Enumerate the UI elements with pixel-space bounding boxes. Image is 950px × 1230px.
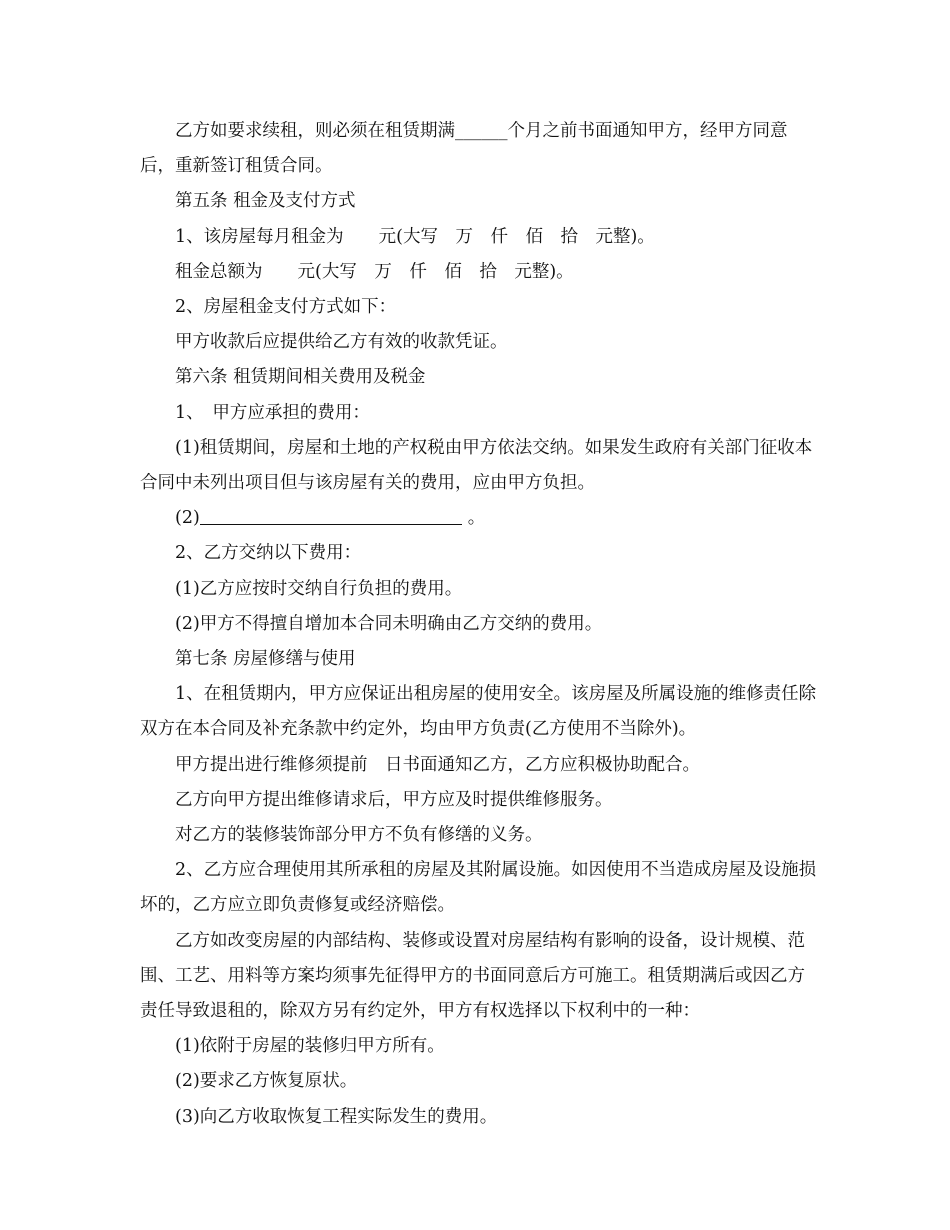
fill-in-blank-line	[200, 507, 462, 526]
paragraph-renewal: 乙方如要求续租，则必须在租赁期满______个月之前书面通知甲方，经甲方同意后，重新签订租赁合同。	[140, 121, 788, 177]
paragraph-option-1: (1)依附于房屋的装修归甲方所有。	[175, 1036, 445, 1057]
paragraph-repair-1: 1、在租赁期内，甲方应保证出租房屋的使用安全。该房屋及所属设施的维修责任除双方在本合同及补充条款中约定外，均由甲方负责(乙方使用不当除外)。	[140, 684, 817, 740]
paragraph-option-3: (3)向乙方收取恢复工程实际发生的费用。	[175, 1106, 498, 1127]
paragraph-option-2: (2)要求乙方恢复原状。	[175, 1071, 358, 1092]
article-6-title: 第六条 租赁期间相关费用及税金	[175, 367, 426, 388]
paragraph-repair-notice: 甲方提出进行维修须提前 日书面通知乙方，乙方应积极协助配合。	[175, 754, 700, 775]
paragraph-rent-payment: 2、房屋租金支付方式如下：	[175, 297, 397, 318]
paragraph-fees-b-1: (1)乙方应按时交纳自行负担的费用。	[175, 578, 463, 599]
paragraph-fees-b-title: 2、乙方交纳以下费用：	[175, 543, 362, 564]
paragraph-rent-monthly: 1、该房屋每月租金为 元(大写 万 仟 佰 拾 元整)。	[175, 226, 655, 247]
paragraph-alteration: 乙方如改变房屋的内部结构、装修或设置对房屋结构有影响的设备，设计规模、范围、工艺、用料等方案均须事先征得甲方的书面同意后方可施工。租赁期满后或因乙方责任导致退租的，除双方另有约定外，甲方有权选择以下权利中的一种：	[140, 930, 805, 1022]
paragraph-rent-receipt: 甲方收款后应提供给乙方有效的收款凭证。	[175, 332, 508, 353]
paragraph-repair-decoration: 对乙方的装修装饰部分甲方不负有修缮的义务。	[175, 825, 543, 846]
article-5-title: 第五条 租金及支付方式	[175, 191, 356, 212]
fees-a-2-prefix: (2)	[175, 508, 200, 529]
paragraph-fees-a-title: 1、 甲方应承担的费用：	[175, 402, 370, 423]
paragraph-rent-total: 租金总额为 元(大写 万 仟 佰 拾 元整)。	[175, 261, 574, 282]
paragraph-fees-b-2: (2)甲方不得擅自增加本合同未明确由乙方交纳的费用。	[175, 613, 603, 634]
paragraph-fees-a-2	[140, 501, 820, 536]
document-body	[140, 114, 820, 1135]
article-7-title: 第七条 房屋修缮与使用	[175, 649, 356, 670]
paragraph-fees-a-1: (1)租赁期间，房屋和土地的产权税由甲方依法交纳。如果发生政府有关部门征收本合同中未列出项目但与该房屋有关的费用，应由甲方负担。	[140, 437, 813, 494]
paragraph-repair-request: 乙方向甲方提出维修请求后，甲方应及时提供维修服务。	[175, 789, 613, 810]
paragraph-use-2: 2、乙方应合理使用其所承租的房屋及其附属设施。如因使用不当造成房屋及设施损坏的，乙方应立即负责修复或经济赔偿。	[140, 860, 817, 916]
fees-a-2-suffix: 。	[467, 508, 486, 529]
